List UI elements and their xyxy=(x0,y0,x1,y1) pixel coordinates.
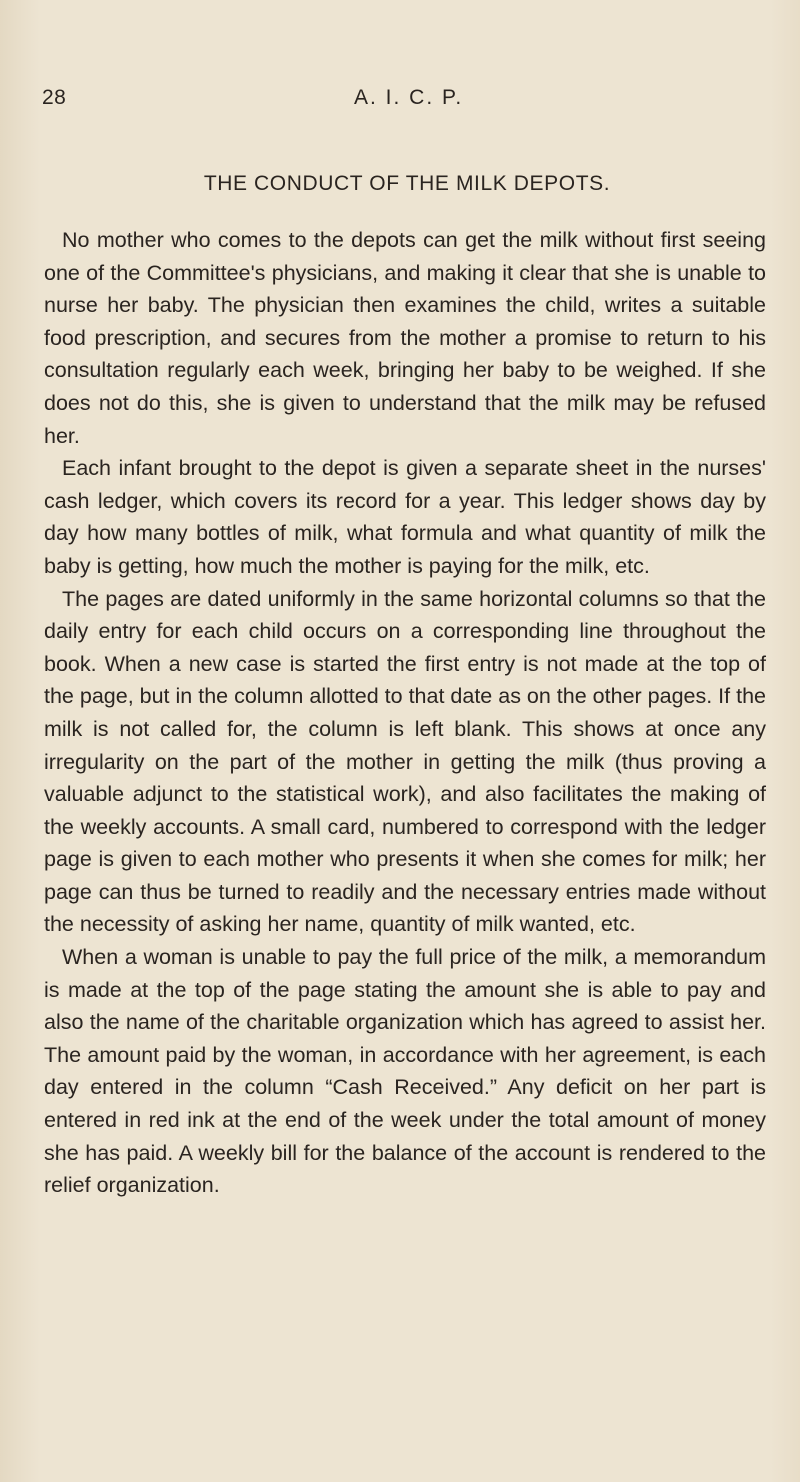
paragraph: Each infant brought to the depot is given a separate sheet in the nurses' cash ledger, which covers its record for a year. This ledger shows day by day how many bottles of milk, what formula and what quantity of milk the baby is getting, how much the mother is paying for the milk, etc. xyxy=(44,456,766,578)
running-head-title: A. I. C. P. xyxy=(354,86,464,109)
paragraph: No mother who comes to the depots can get the milk without first seeing one of the Committee's physicians, and making it clear that she is unable to nurse her baby. The physician then examines the child, writes a suitable food prescription, and secures from the mother a promise to return to his consultation regularly each week, bringing her baby to be weighed. If she does not do this, she is given to understand that the milk may be refused her. xyxy=(44,228,766,448)
running-head xyxy=(42,86,772,118)
paragraph: The pages are dated uniformly in the same horizontal columns so that the daily entry for each child occurs on a corresponding line throughout the book. When a new case is started the first entry is not made at the top of the page, but in the column allotted to that date as on the other pages. If the milk is not called for, the column is left blank. This shows at once any irregularity on the part of the mother in getting the milk (thus proving a valuable adjunct to the statistical work), and also facilitates the making of the weekly accounts. A small card, numbered to correspond with the ledger page is given to each mother who presents it when she comes for milk; her page can thus be turned to readily and the necessary entries made without the necessity of asking her name, quantity of milk wanted, etc. xyxy=(44,586,766,937)
page-number: 28 xyxy=(42,86,67,109)
paragraph: When a woman is unable to pay the full price of the milk, a memorandum is made at the top of the page stating the amount she is able to pay and also the name of the charitable organization which has agreed to assist her. The amount paid by the woman, in accordance with her agreement, is each day entered in the column “Cash Received.” Any deficit on her part is entered in red ink at the end of the week under the total amount of money she has paid. A weekly bill for the balance of the account is rendered to the relief organization. xyxy=(44,945,766,1198)
body-text xyxy=(44,224,766,1202)
section-title: THE CONDUCT OF THE MILK DEPOTS. xyxy=(203,172,611,195)
